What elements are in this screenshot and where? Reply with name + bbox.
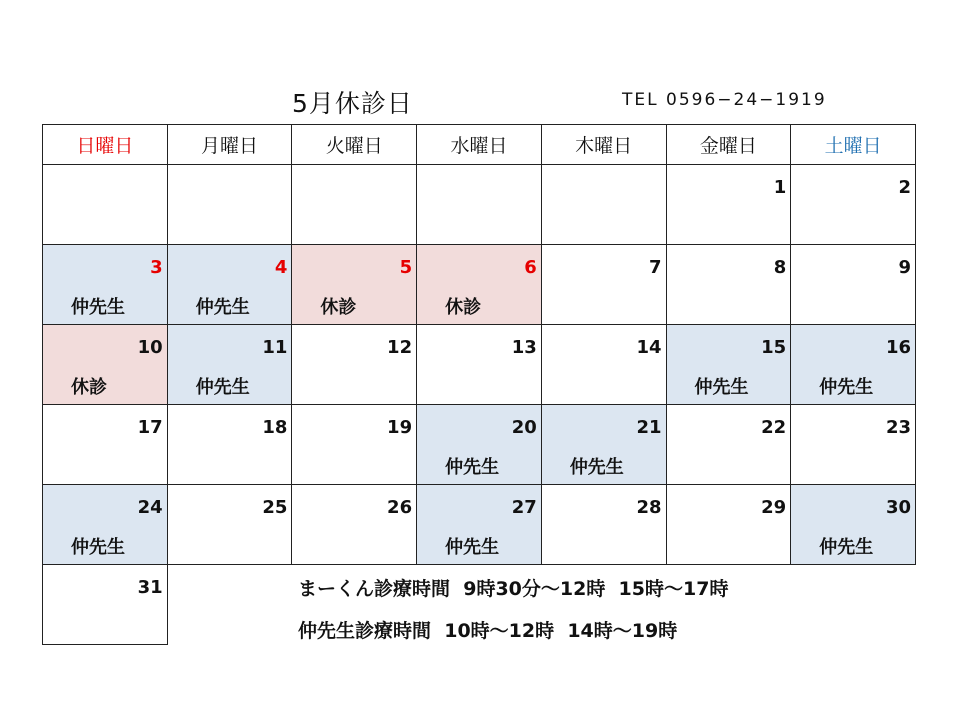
day-cell [791, 485, 916, 565]
day-cell [417, 405, 542, 485]
day-cell [292, 405, 417, 485]
day-number: 30 [885, 497, 911, 518]
page-title: 5月休診日 [292, 89, 413, 118]
weekday-sunday: 日曜日 [43, 125, 168, 165]
week-row [43, 405, 916, 485]
day-number: 26 [387, 497, 413, 518]
day-cell [666, 485, 791, 565]
day-number: 18 [262, 417, 288, 438]
day-cell [43, 565, 168, 645]
day-cell [43, 165, 168, 245]
day-number: 22 [761, 417, 787, 438]
day-number: 11 [262, 337, 288, 358]
day-cell [417, 245, 542, 325]
phone-number: TEL 0596−24−1919 [622, 90, 827, 110]
weekday-friday: 金曜日 [666, 125, 791, 165]
day-number: 9 [898, 257, 911, 278]
day-number: 17 [137, 417, 163, 438]
day-cell [43, 485, 168, 565]
weekday-thursday: 木曜日 [541, 125, 666, 165]
day-note: 仲先生 [569, 457, 624, 478]
day-cell [791, 165, 916, 245]
day-number: 27 [511, 497, 537, 518]
hours-line-makun: まーくん診療時間 9時30分～12時 15時～17時 [298, 578, 729, 600]
hours-line-naka: 仲先生診療時間 10時～12時 14時～19時 [298, 620, 678, 642]
day-number: 19 [387, 417, 413, 438]
week-row [43, 325, 916, 405]
day-number: 20 [511, 417, 537, 438]
day-number: 12 [387, 337, 413, 358]
day-cell [167, 405, 292, 485]
day-cell [43, 405, 168, 485]
day-cell [43, 245, 168, 325]
day-cell [666, 325, 791, 405]
week-row [43, 165, 916, 245]
day-number: 10 [137, 337, 163, 358]
weekday-monday: 月曜日 [167, 125, 292, 165]
day-cell [417, 325, 542, 405]
day-number: 29 [761, 497, 787, 518]
weekday-saturday: 土曜日 [791, 125, 916, 165]
day-cell [541, 325, 666, 405]
day-number: 3 [150, 257, 163, 278]
day-number: 15 [761, 337, 787, 358]
calendar-table [42, 124, 916, 645]
day-cell [417, 485, 542, 565]
day-number: 4 [274, 257, 288, 278]
day-number: 6 [524, 257, 537, 278]
day-cell [791, 405, 916, 485]
day-note: 仲先生 [71, 297, 125, 318]
day-number: 5 [399, 257, 413, 278]
day-cell [541, 405, 666, 485]
day-note: 仲先生 [694, 377, 749, 398]
weekday-wednesday: 水曜日 [417, 125, 542, 165]
day-number: 14 [636, 337, 662, 358]
day-cell [292, 165, 417, 245]
week-row [43, 245, 916, 325]
day-number: 24 [137, 497, 163, 518]
day-cell [666, 405, 791, 485]
day-cell [417, 165, 542, 245]
day-cell [292, 325, 417, 405]
day-note: 仲先生 [819, 377, 874, 398]
day-cell [666, 165, 791, 245]
day-note: 仲先生 [819, 537, 874, 558]
day-number: 25 [262, 497, 288, 518]
day-cell [666, 245, 791, 325]
day-note: 休診 [71, 377, 107, 398]
weekday-header-row [43, 125, 916, 165]
day-number: 16 [885, 337, 911, 358]
day-cell [541, 245, 666, 325]
day-note: 仲先生 [445, 537, 500, 558]
day-note: 仲先生 [195, 377, 250, 398]
day-number: 23 [885, 417, 911, 438]
weekday-tuesday: 火曜日 [292, 125, 417, 165]
day-number: 7 [648, 257, 662, 278]
day-number: 8 [773, 257, 787, 278]
day-cell [167, 325, 292, 405]
day-cell [292, 485, 417, 565]
day-cell [167, 165, 292, 245]
day-note: 仲先生 [71, 537, 125, 558]
day-number: 28 [636, 497, 662, 518]
day-cell [541, 165, 666, 245]
day-cell [43, 325, 168, 405]
day-note: 仲先生 [445, 457, 500, 478]
day-note: 仲先生 [195, 297, 250, 318]
day-number: 21 [636, 417, 662, 438]
day-cell [292, 245, 417, 325]
day-number: 31 [137, 577, 163, 598]
day-note: 休診 [320, 297, 357, 318]
day-cell [167, 485, 292, 565]
day-cell [167, 245, 292, 325]
day-number: 1 [773, 177, 787, 198]
day-cell [791, 325, 916, 405]
week-row [43, 485, 916, 565]
day-number: 2 [898, 177, 911, 198]
day-cell [541, 485, 666, 565]
day-cell [791, 245, 916, 325]
day-number: 13 [511, 337, 537, 358]
day-note: 休診 [445, 297, 482, 318]
